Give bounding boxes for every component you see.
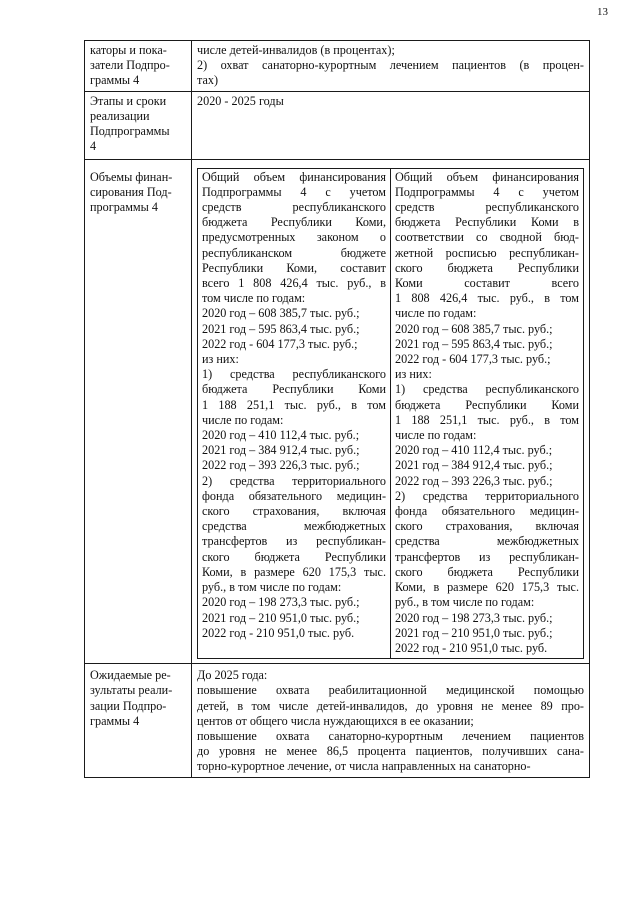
- text-line: 2020 год – 608 385,7 тыс. руб.;: [202, 306, 360, 321]
- text-line: до уровня не менее 86,5 процента пациентов, получивших сана-: [197, 744, 584, 759]
- text-line: ского страхования, включая: [395, 519, 579, 534]
- subprogram-passport-table: [84, 40, 590, 778]
- text-line: средств республиканского: [202, 200, 386, 215]
- text-line: жетной росписью республикан-: [395, 245, 579, 260]
- text-line: зультаты реали-: [90, 683, 173, 698]
- page-number: 13: [597, 6, 608, 18]
- stages-label: [85, 91, 192, 159]
- text-line: 2022 год - 604 177,3 тыс. руб.;: [395, 352, 551, 367]
- text-line: 2021 год – 210 951,0 тыс. руб.;: [395, 625, 553, 640]
- text-line: числе по годам:: [395, 306, 477, 321]
- text-line: фонда обязательного медицин-: [395, 504, 579, 519]
- text-line: Коми составит всего: [395, 276, 579, 291]
- text-line: 2020 - 2025 годы: [197, 93, 284, 108]
- indicators-content: [192, 41, 590, 92]
- text-line: 2021 год – 595 863,4 тыс. руб.;: [395, 336, 553, 351]
- text-line: Объемы финан-: [90, 169, 173, 184]
- text-line: 4: [90, 139, 97, 154]
- text-line: зации Подпро-: [90, 698, 167, 713]
- text-line: Коми, в размере 620 175,3 тыс.: [202, 564, 386, 579]
- text-line: повышение охвата реабилитационной медицинской помощью: [197, 683, 584, 698]
- text-line: каторы и пока-: [90, 43, 167, 57]
- results-content: [192, 664, 590, 777]
- text-line: повышение охвата санаторно-курортным лечением пациентов: [197, 728, 584, 743]
- text-line: руб., в том числе по годам:: [202, 580, 342, 595]
- funding-content: [192, 159, 590, 664]
- text-line: 2020 год – 198 273,3 тыс. руб.;: [202, 595, 360, 610]
- text-line: тах): [197, 73, 219, 88]
- text-line: 2021 год – 384 912,4 тыс. руб.;: [395, 458, 553, 473]
- text-line: граммы 4: [90, 73, 140, 88]
- funding-comparison-table: [197, 168, 584, 660]
- text-line: 1) средства республиканского: [395, 382, 579, 397]
- indicators-row: [85, 41, 590, 92]
- text-line: бюджета Республики Коми в: [395, 215, 579, 230]
- funding-row: [85, 159, 590, 664]
- text-line: фонда обязательного медицин-: [202, 488, 386, 503]
- text-line: 2022 год - 604 177,3 тыс. руб.;: [202, 336, 358, 351]
- text-line: детей, в том числе детей-инвалидов, до уровня не менее 89 про-: [197, 698, 584, 713]
- text-line: 2022 год - 210 951,0 тыс. руб.: [202, 625, 355, 640]
- text-line: 2020 год – 410 112,4 тыс. руб.;: [202, 428, 360, 443]
- text-line: ского бюджета Республики: [395, 564, 579, 579]
- text-line: 2021 год – 210 951,0 тыс. руб.;: [202, 610, 360, 625]
- text-line: Подпрограммы 4 с учетом: [395, 184, 579, 199]
- text-line: Общий объем финансирования: [395, 169, 579, 184]
- text-line: 2021 год – 595 863,4 тыс. руб.;: [202, 321, 360, 336]
- text-line: 2020 год – 608 385,7 тыс. руб.;: [395, 321, 553, 336]
- funding-by-law-column: [198, 168, 391, 659]
- text-line: числе по годам:: [395, 428, 477, 443]
- text-line: средства межбюджетных: [395, 534, 579, 549]
- text-line: ского страхования, включая: [202, 504, 386, 519]
- funding-by-budget-list-column: [391, 168, 584, 659]
- text-line: 2022 год - 210 951,0 тыс. руб.: [395, 640, 548, 655]
- text-line: числе детей-инвалидов (в процентах);: [197, 43, 395, 57]
- text-line: из них:: [395, 367, 432, 382]
- text-line: граммы 4: [90, 713, 140, 728]
- text-line: трансфертов из республикан-: [202, 534, 386, 549]
- results-label: [85, 664, 192, 777]
- text-line: 1 188 251,1 тыс. руб., в том: [395, 412, 579, 427]
- text-line: программы 4: [90, 200, 158, 215]
- text-line: Республики Коми, составит: [202, 260, 386, 275]
- text-line: 1 188 251,1 тыс. руб., в том: [202, 397, 386, 412]
- text-line: 2) средства территориального: [395, 488, 579, 503]
- text-line: трансфертов из республикан-: [395, 549, 579, 564]
- stages-content: [192, 91, 590, 159]
- text-line: том числе по годам:: [202, 291, 306, 306]
- text-line: Этапы и сроки: [90, 93, 167, 108]
- text-line: предусмотренных законом о: [202, 230, 386, 245]
- text-line: 2) средства территориального: [202, 473, 386, 488]
- text-line: Подпрограммы: [90, 124, 170, 139]
- text-line: 2022 год – 393 226,3 тыс. руб.;: [395, 473, 553, 488]
- text-line: 1) средства республиканского: [202, 367, 386, 382]
- results-row: [85, 664, 590, 777]
- text-line: 2021 год – 384 912,4 тыс. руб.;: [202, 443, 360, 458]
- text-line: соответствии со сводной бюд-: [395, 230, 579, 245]
- text-line: бюджета Республики Коми,: [202, 215, 386, 230]
- text-line: средств республиканского: [395, 200, 579, 215]
- text-line: торно-курортное лечение, от числа направленных на санаторно-: [197, 759, 531, 774]
- text-line: 1 808 426,4 тыс. руб., в том: [395, 291, 579, 306]
- text-line: республиканском бюджете: [202, 245, 386, 260]
- text-line: всего 1 808 426,4 тыс. руб., в: [202, 276, 386, 291]
- funding-label: [85, 159, 192, 664]
- text-line: ского бюджета Республики: [395, 260, 579, 275]
- text-line: реализации: [90, 108, 150, 123]
- text-line: центов от общего числа нуждающихся в ее оказании;: [197, 713, 474, 728]
- text-line: Ожидаемые ре-: [90, 668, 171, 683]
- stages-row: [85, 91, 590, 159]
- text-line: числе по годам:: [202, 412, 284, 427]
- text-line: руб., в том числе по годам:: [395, 595, 535, 610]
- text-line: Общий объем финансирования: [202, 169, 386, 184]
- text-line: 2020 год – 410 112,4 тыс. руб.;: [395, 443, 553, 458]
- text-line: средства межбюджетных: [202, 519, 386, 534]
- text-line: 2022 год – 393 226,3 тыс. руб.;: [202, 458, 360, 473]
- text-line: бюджета Республики Коми: [395, 397, 579, 412]
- text-line: ского бюджета Республики: [202, 549, 386, 564]
- text-line: сирования Под-: [90, 184, 172, 199]
- text-line: 2) охват санаторно-курортным лечением пациентов (в процен-: [197, 58, 584, 73]
- text-line: До 2025 года:: [197, 668, 268, 683]
- text-line: Подпрограммы 4 с учетом: [202, 184, 386, 199]
- indicators-label: [85, 41, 192, 92]
- text-line: из них:: [202, 352, 239, 367]
- text-line: 2020 год – 198 273,3 тыс. руб.;: [395, 610, 553, 625]
- text-line: Коми, в размере 620 175,3 тыс.: [395, 580, 579, 595]
- text-line: бюджета Республики Коми: [202, 382, 386, 397]
- text-line: затели Подпро-: [90, 58, 170, 73]
